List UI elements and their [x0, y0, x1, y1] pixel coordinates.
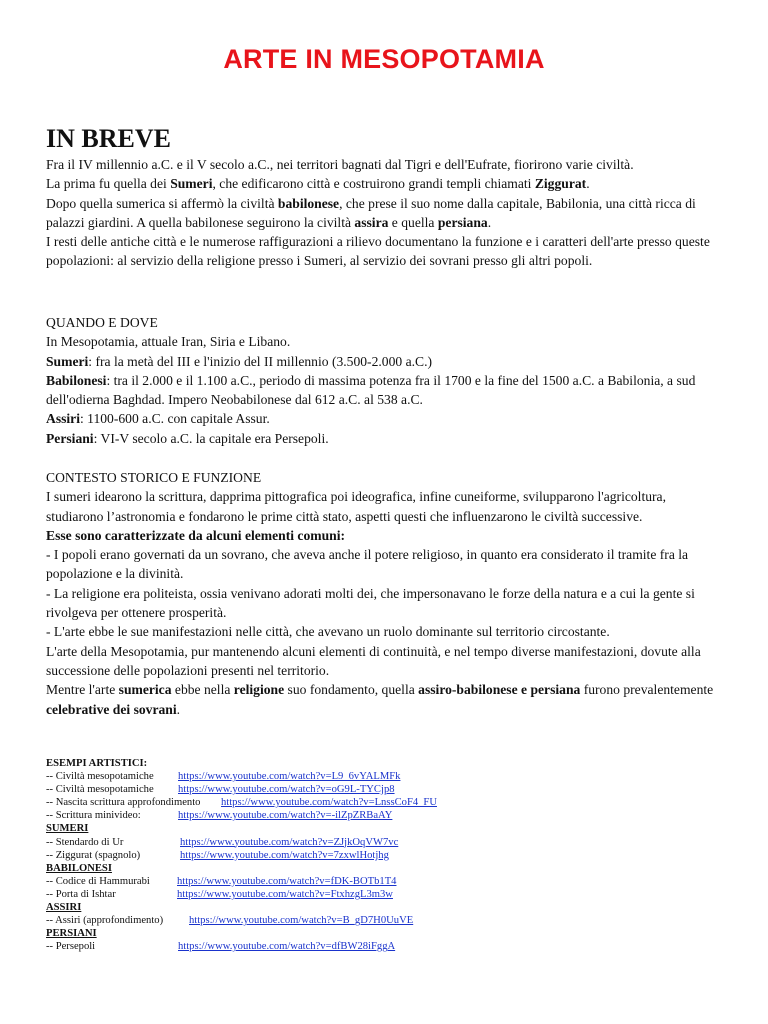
youtube-link[interactable]: https://www.youtube.com/watch?v=7zxwlHotjhg: [180, 849, 389, 861]
text-run: furono prevalentemente: [580, 682, 714, 698]
contesto-paragraph-1: I sumeri idearono la scrittura, dapprima pittografica poi ideografica, infine cuneiforme, svilupparono l'agricoltura, studiarono l’astronomia e fondarono le prime città stato, aspetti questi che influenzarono le civiltà successive.: [46, 489, 666, 524]
bold-persiana: persiana: [437, 214, 488, 230]
in-breve-section: [46, 155, 726, 271]
contesto-bullet-3: - L'arte ebbe le sue manifestazioni nelle città, che avevano un ruolo dominante sul territorio circostante.: [46, 624, 610, 640]
bold-ziggurat: Ziggurat: [534, 176, 587, 192]
youtube-link[interactable]: https://www.youtube.com/watch?v=L9_6vYALMFk: [178, 771, 401, 783]
link-row: [46, 783, 726, 796]
babilonesi-line: [46, 371, 726, 410]
youtube-link[interactable]: https://www.youtube.com/watch?v=fDK-BOTb1T4: [177, 875, 397, 887]
link-label: -- Civiltà mesopotamiche: [46, 771, 154, 783]
page-title: ARTE IN MESOPOTAMIA: [223, 44, 545, 74]
link-row: [46, 875, 726, 888]
text-run: .: [586, 176, 590, 192]
assiri-label: Assiri: [46, 411, 80, 427]
assiri-text: : 1100-600 a.C. con capitale Assur.: [79, 411, 270, 427]
persiani-examples-heading: PERSIANI: [46, 928, 97, 940]
contesto-bullet-1: - I popoli erano governati da un sovrano, che aveva anche il potere religioso, in quanto era considerato il tramite fra la popolazione e la divinità.: [46, 547, 689, 582]
persiani-label: Persiani: [46, 430, 94, 446]
link-label: -- Nascita scrittura approfondimento: [46, 797, 201, 809]
quando-dove-intro: In Mesopotamia, attuale Iran, Siria e Libano.: [46, 334, 291, 350]
esempi-section: [46, 757, 726, 953]
babilonesi-label: Babilonesi: [46, 372, 107, 388]
in-breve-heading: IN BREVE: [46, 124, 171, 153]
in-breve-paragraph-4: I resti delle antiche città e le numerose raffigurazioni a rilievo documentano la funzione e i caratteri dell'arte presso queste popolazioni: al servizio della religione presso i Sumeri, al servizio dei sovrani presso gli altri popoli.: [46, 234, 710, 269]
esempi-heading: ESEMPI ARTISTICI:: [46, 758, 148, 769]
youtube-link[interactable]: https://www.youtube.com/watch?v=B_gD7H0UuVE: [189, 915, 414, 927]
bold-sumerica: sumerica: [118, 682, 172, 698]
link-label: -- Scrittura minivideo:: [46, 810, 141, 822]
bold-babilonese: babilonese: [277, 195, 340, 211]
contesto-paragraph-3: L'arte della Mesopotamia, pur mantenendo alcuni elementi di continuità, e nel tempo diverse manifestazioni, dovute alla successione delle popolazioni presenti nel territorio.: [46, 643, 701, 678]
in-breve-paragraph-1: Fra il IV millennio a.C. e il V secolo a.C., nei territori bagnati dal Tigri e dell'Eufrate, fiorirono varie civiltà.: [46, 157, 634, 172]
youtube-link[interactable]: https://www.youtube.com/watch?v=ZJjkOqVW7vc: [180, 836, 399, 848]
link-label: -- Ziggurat (spagnolo): [46, 849, 141, 861]
youtube-link[interactable]: https://www.youtube.com/watch?v=FtxhzgL3m3w: [177, 888, 393, 900]
text-run: , che prese il suo nome dalla capitale, Babilonia, una città ricca di palazzi giardini. A quella babilonese seguirono la civiltà: [46, 195, 696, 230]
youtube-link[interactable]: https://www.youtube.com/watch?v=dfBW28iFggA: [178, 941, 396, 953]
in-breve-paragraph-3: [46, 194, 726, 233]
quando-dove-heading: QUANDO E DOVE: [46, 315, 158, 330]
quando-dove-section: [46, 313, 726, 448]
bold-sumeri: Sumeri: [170, 176, 213, 192]
link-row: [46, 770, 726, 783]
link-label: -- Assiri (approfondimento): [46, 915, 164, 927]
link-row: [46, 836, 726, 849]
link-row: [46, 888, 726, 901]
bold-religione: religione: [233, 682, 285, 698]
text-run: e quella: [388, 214, 438, 230]
contesto-heading: CONTESTO STORICO E FUNZIONE: [46, 470, 262, 485]
sumeri-line: [46, 352, 726, 371]
assiri-line: [46, 409, 726, 428]
sumeri-text: : fra la metà del III e l'inizio del II millennio (3.500-2.000 a.C.): [88, 353, 432, 369]
text-run: La prima fu quella dei: [46, 176, 171, 192]
text-run: .: [176, 701, 181, 717]
text-run: .: [487, 214, 492, 230]
text-run: Mentre l'arte: [46, 682, 119, 698]
contesto-paragraph-2: Esse sono caratterizzate da alcuni elementi comuni:: [46, 527, 346, 543]
sumeri-examples-heading: SUMERI: [46, 823, 89, 835]
link-row: [46, 849, 726, 862]
youtube-link[interactable]: https://www.youtube.com/watch?v=oG9L-TYCjp8: [178, 784, 395, 796]
link-row: [46, 940, 726, 953]
link-row: [46, 914, 726, 927]
contesto-paragraph-4: [46, 680, 726, 719]
in-breve-paragraph-2: [46, 174, 726, 193]
text-run: suo fondamento, quella: [284, 682, 419, 698]
link-label: -- Persepoli: [46, 941, 96, 953]
text-run: , che edificarono città e costruirono grandi templi chiamati: [212, 176, 535, 192]
persiani-text: : VI-V secolo a.C. la capitale era Persepoli.: [93, 430, 329, 446]
bold-assiro-babilonese: assiro-babilonese e persiana: [418, 682, 581, 698]
bold-celebrative: celebrative dei sovrani: [46, 701, 177, 717]
contesto-bullet-2: - La religione era politeista, ossia venivano adorati molti dei, che impersonavano le forze della natura e a cui la gente si rivolgeva per ottenere prosperità.: [46, 585, 695, 621]
text-run: ebbe nella: [171, 682, 234, 698]
link-row: [46, 796, 726, 809]
link-label: -- Civiltà mesopotamiche: [46, 784, 154, 796]
link-label: -- Porta di Ishtar: [46, 888, 116, 900]
babilonesi-text: : tra il 2.000 e il 1.100 a.C., periodo di massima potenza fra il 1700 e la fine del 1500 a.C. a Babilonia, a sud dell'odierna Baghdad. Impero Neobabilonese dal 612 a.C. al 538 a.C.: [46, 372, 696, 408]
babilonesi-examples-heading: BABILONESI: [46, 862, 112, 874]
link-label: -- Stendardo di Ur: [46, 836, 124, 848]
persiani-line: [46, 429, 726, 448]
text-run: Dopo quella sumerica si affermò la civiltà: [46, 195, 278, 211]
contesto-section: [46, 468, 726, 719]
assiri-examples-heading: ASSIRI: [46, 902, 82, 914]
link-label: -- Codice di Hammurabi: [46, 875, 150, 887]
youtube-link[interactable]: https://www.youtube.com/watch?v=LnssCoF4_FU: [221, 797, 437, 809]
youtube-link[interactable]: https://www.youtube.com/watch?v=-ilZpZRBaAY: [178, 810, 393, 822]
sumeri-label: Sumeri: [46, 353, 89, 369]
bold-assira: assira: [354, 214, 389, 230]
link-row: [46, 809, 726, 822]
